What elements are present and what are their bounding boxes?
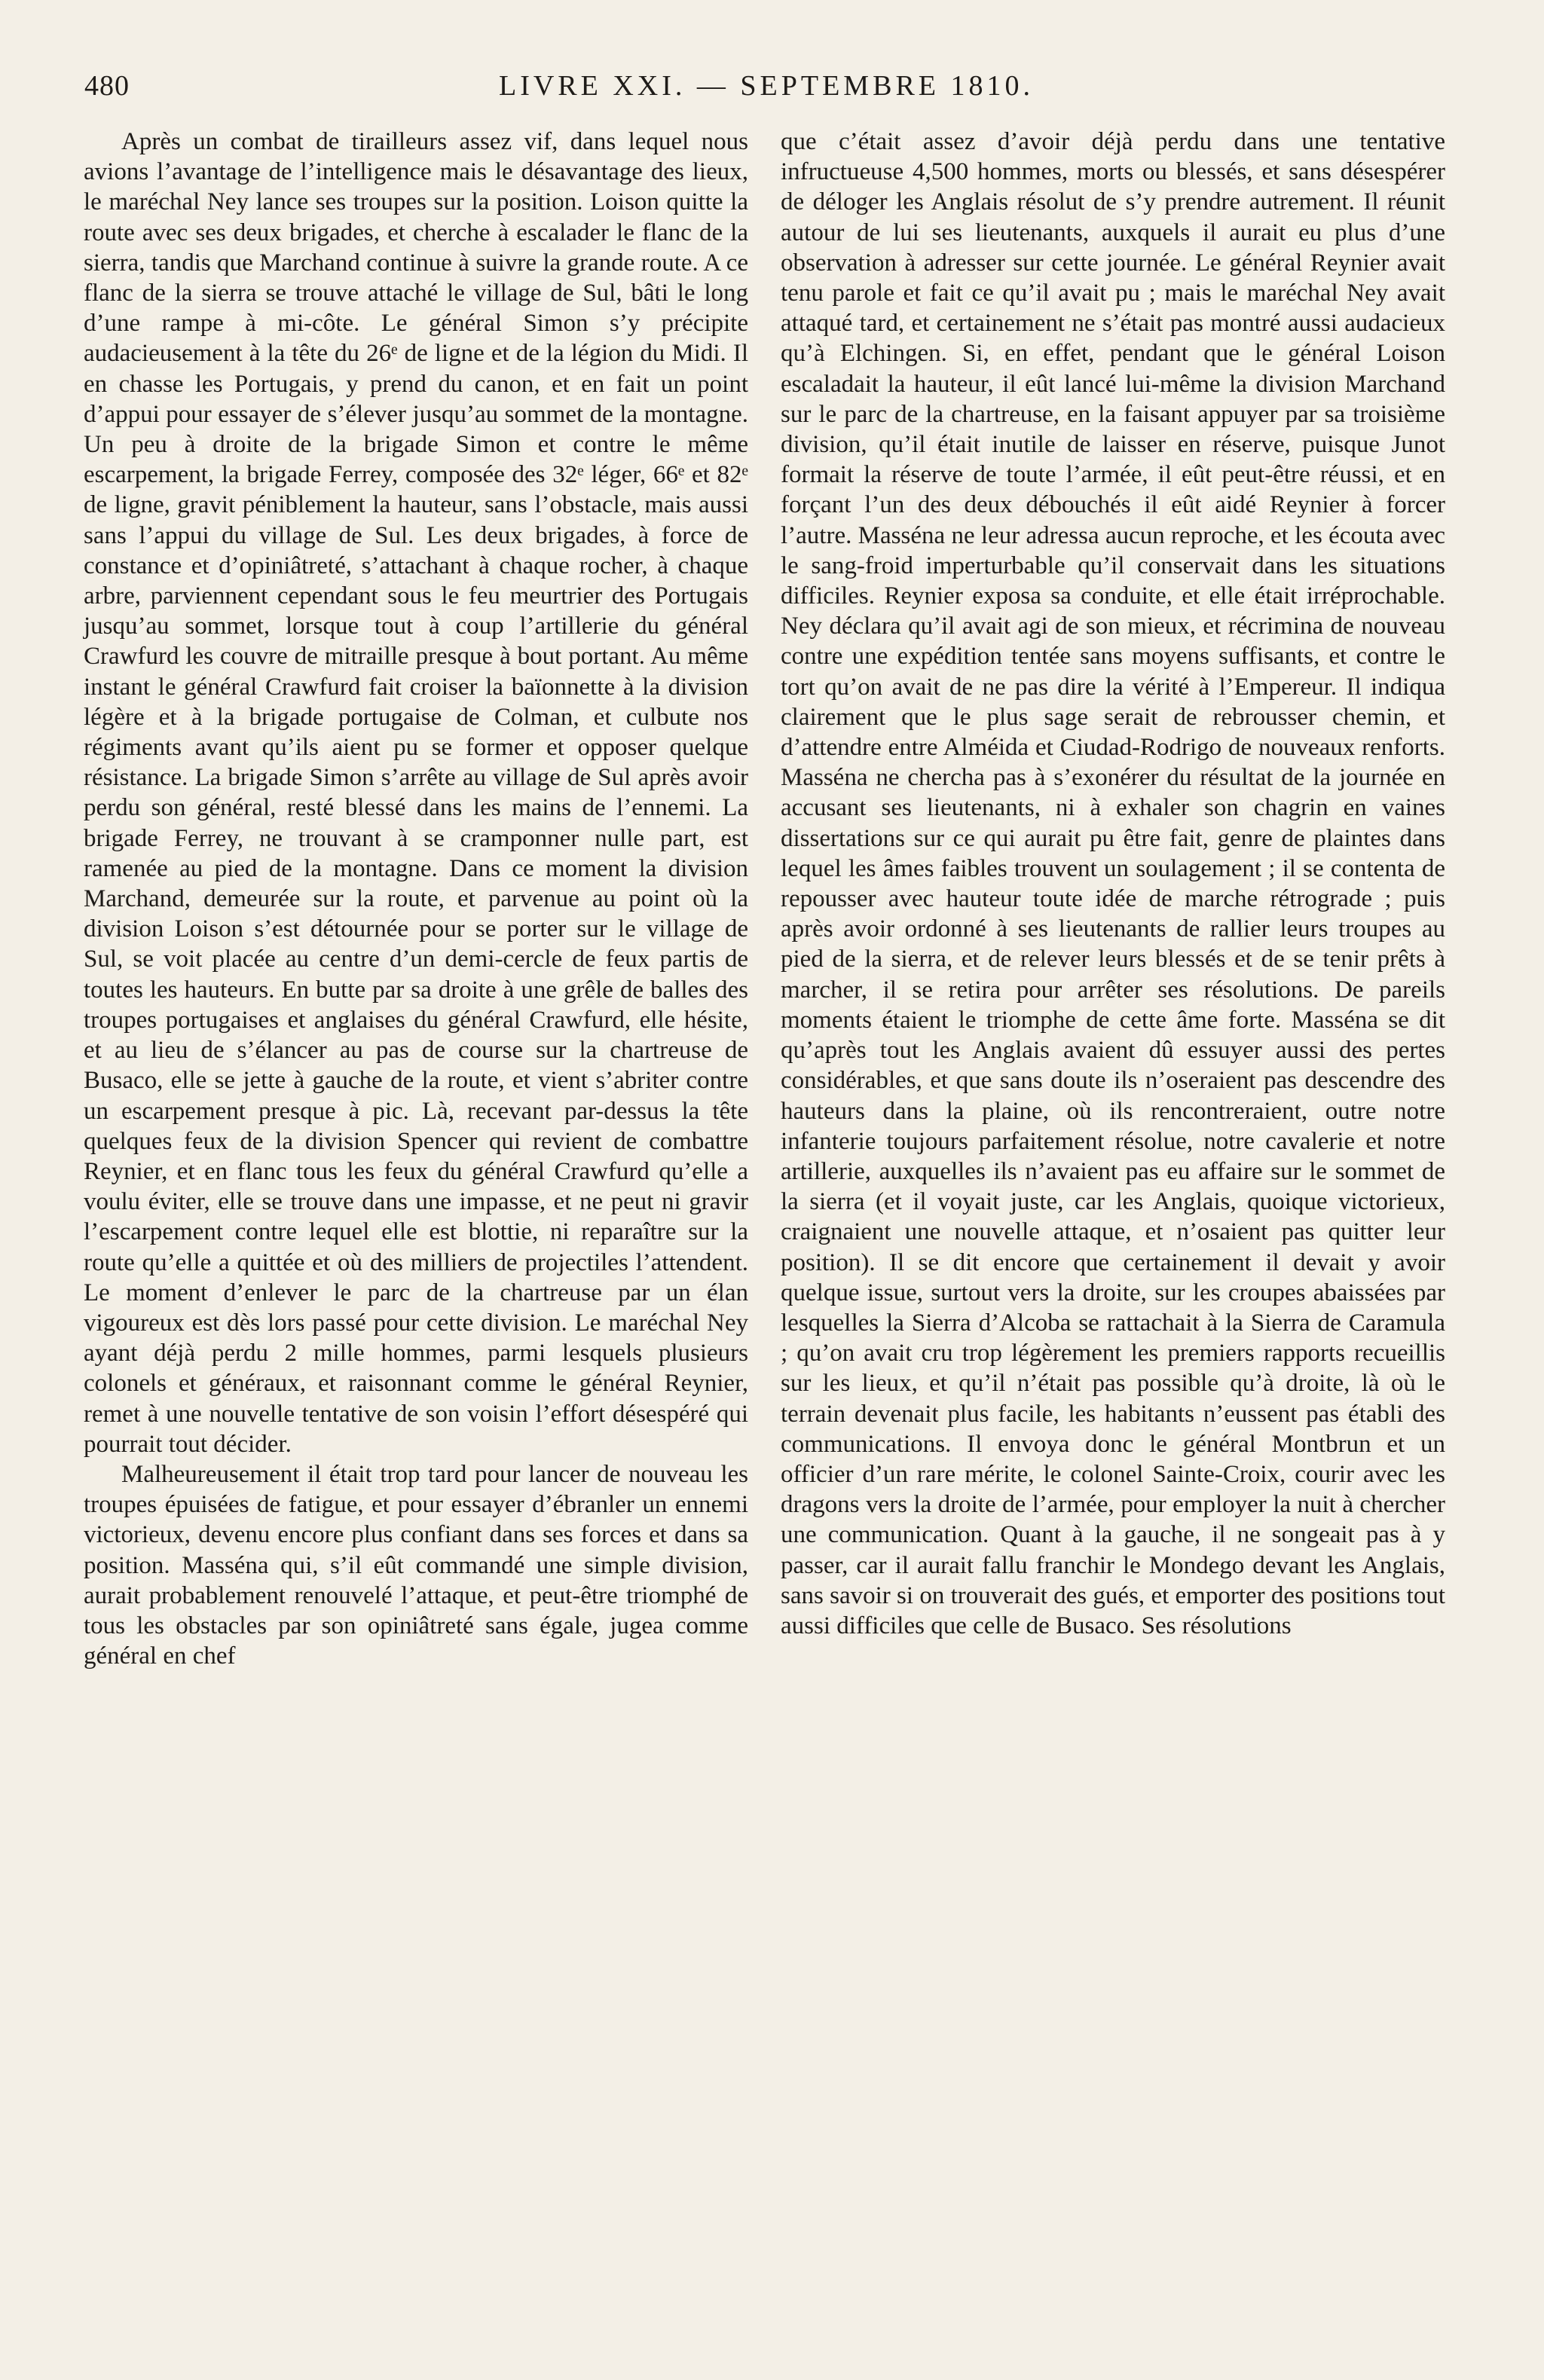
page-number: 480 [84,70,130,102]
running-head: LIVRE XXI. — SEPTEMBRE 1810. [499,70,1034,102]
page-header [84,69,1448,107]
paragraph-continued: que c’était assez d’avoir déjà perdu dans une tentative infructueuse 4,500 hommes, morts ou blessés, et sans désespérer de déloger les Anglais résolut de s’y prendre autrement. Il réunit autour de lui ses lieutenants, auxquels il aurait eu plus d’une observation à adresser sur cette journée. Le général Reynier avait tenu parole et fait ce qu’il avait pu ; mais le maréchal Ney avait attaqué tard, et certainement ne s’était pas montré aussi audacieux qu’à Elchingen. Si, en effet, pendant que le général Loison escaladait la hauteur, il eût lancé lui-même la division Marchand sur le parc de la chartreuse, en la faisant appuyer par sa troisième division, qu’il était inutile de laisser en réserve, puisque Junot formait la réserve de toute l’armée, il eût peut-être réussi, et en forçant l’un des deux débouchés il eût aidé Reynier à forcer l’autre. Masséna ne leur adressa aucun reproche, et les écouta avec le sang-froid imperturbable qu’il conservait dans les situations difficiles. Reynier exposa sa conduite, et elle était irréprochable. Ney déclara qu’il avait agi de son mieux, et récrimina de nouveau contre une expédition tentée sans moyens suffisants, et contre le tort qu’on avait de ne pas dire la vérité à l’Empereur. Il indiqua clairement que le plus sage serait de rebrousser chemin, et d’attendre entre Alméida et Ciudad-Rodrigo de nouveaux renforts. Masséna ne chercha pas à s’exonérer du résultat de la journée en accusant ses lieutenants, ni à exhaler son chagrin en vaines dissertations sur ce qui aurait pu être fait, genre de plaintes dans lequel les âmes faibles trouvent un soulagement ; il se contenta de repousser avec hauteur toute idée de marche rétrograde ; puis après avoir ordonné à ses lieutenants de rallier leurs troupes au pied de la sierra, et de relever leurs blessés et de se tenir prêts à marcher, il se retira pour arrêter ses résolutions. De pareils moments étaient le triomphe de cette âme forte. Masséna se dit qu’après tout les Anglais avaient dû essuyer aussi des pertes considérables, et que sans doute ils n’oseraient pas descendre des hauteurs dans la plaine, où ils rencontreraient, outre notre infanterie toujours parfaitement résolue, notre cavalerie et notre artillerie, auxquelles ils n’avaient pas eu affaire sur le sommet de la sierra (et il voyait juste, car les Anglais, quoique victorieux, craignaient une nouvelle attaque, et n’osaient pas quitter leur position). Il se dit encore que certainement il devait y avoir quelque issue, surtout vers la droite, sur les croupes abaissées par lesquelles la Sierra d’Alcoba se rattachait à la Sierra de Caramula ; qu’on avait cru trop légèrement les premiers rapports recueillis sur les lieux, et qu’il n’était pas possible qu’à droite, là où le terrain devenait plus facile, les habitants n’eussent pas établi des communications. Il envoya donc le général Montbrun et un officier d’un rare mérite, le colonel Sainte-Croix, courir avec les dragons vers la droite de l’armée, pour employer la nuit à chercher une communication. Quant à la gauche, il ne songeait pas à y passer, car il aurait fallu franchir le Mondego devant les Anglais, sans savoir si on trouverait des gués, et emporter des positions tout aussi difficiles que celle de Busaco. Ses résolutions [781,128,1445,1639]
paragraph: Après un combat de tirailleurs assez vif, dans lequel nous avions l’avantage de l’intelligence mais le désavantage des lieux, le maréchal Ney lance ses troupes sur la position. Loison quitte la route avec ses deux brigades, et cherche à escalader le flanc de la sierra, tandis que Marchand continue à suivre la grande route. A ce flanc de la sierra se trouve attaché le village de Sul, bâti le long d’une rampe à mi-côte. Le général Simon s’y précipite audacieusement à la tête du 26ᵉ de ligne et de la légion du Midi. Il en chasse les Portugais, y prend du canon, et en fait un point d’appui pour essayer de s’élever jusqu’au sommet de la montagne. Un peu à droite de la brigade Simon et contre le même escarpement, la brigade Ferrey, composée des 32ᵉ léger, 66ᵉ et 82ᵉ de ligne, gravit péniblement la hauteur, sans l’obstacle, mais aussi sans l’appui du village de Sul. Les deux brigades, à force de constance et d’opiniâtreté, s’attachant à chaque rocher, à chaque arbre, parviennent cependant sous le feu meurtrier des Portugais jusqu’au sommet, lorsque tout à coup l’artillerie du général Crawfurd les couvre de mitraille presque à bout portant. Au même instant le général Crawfurd fait croiser la baïonnette à la division légère et à la brigade portugaise de Colman, et culbute nos régiments avant qu’ils aient pu se former et opposer quelque résistance. La brigade Simon s’arrête au village de Sul après avoir perdu son général, resté blessé dans les mains de l’ennemi. La brigade Ferrey, ne trouvant à se cramponner nulle part, est ramenée au pied de la montagne. Dans ce moment la division Marchand, demeurée sur la route, et parvenue au point où la division Loison s’est détournée pour se porter sur le village de Sul, se voit placée au centre d’un demi-cercle de feux partis de toutes les hauteurs. En butte par sa droite à une grêle de balles des troupes portugaises et anglaises du général Crawfurd, elle hésite, et au lieu de s’élancer au pas de course sur la chartreuse de Busaco, elle se jette à gauche de la route, et vient s’abriter contre un escarpement presque à pic. Là, recevant par-dessus la tête quelques feux de la division Spencer qui revient de combattre Reynier, et en flanc tous les feux du général Crawfurd qu’elle a voulu éviter, elle se trouve dans une impasse, et ne peut ni gravir l’escarpement contre lequel elle est blottie, ni reparaître sur la route qu’elle a quittée et où des milliers de projectiles l’attendent. Le moment d’enlever le parc de la chartreuse par un élan vigoureux est dès lors passé pour cette division. Le maréchal Ney ayant déjà perdu 2 mille hommes, parmi lesquels plusieurs colonels et généraux, et raisonnant comme le général Reynier, remet à une nouvelle tentative de son voisin l’effort désespéré qui pourrait tout décider. [84,128,748,1458]
paragraph: Malheureusement il était trop tard pour lancer de nouveau les troupes épuisées de fatigue, et pour essayer d’ébranler un ennemi victorieux, devenu encore plus confiant dans ses forces et dans sa position. Masséna qui, s’il eût commandé une simple division, aurait probablement renouvelé l’attaque, et peut-être triomphé de tous les obstacles par son opiniâtreté sans égale, jugea comme général en chef [84,1460,748,1670]
left-text-column [84,127,748,1671]
right-text-column [781,127,1445,1641]
